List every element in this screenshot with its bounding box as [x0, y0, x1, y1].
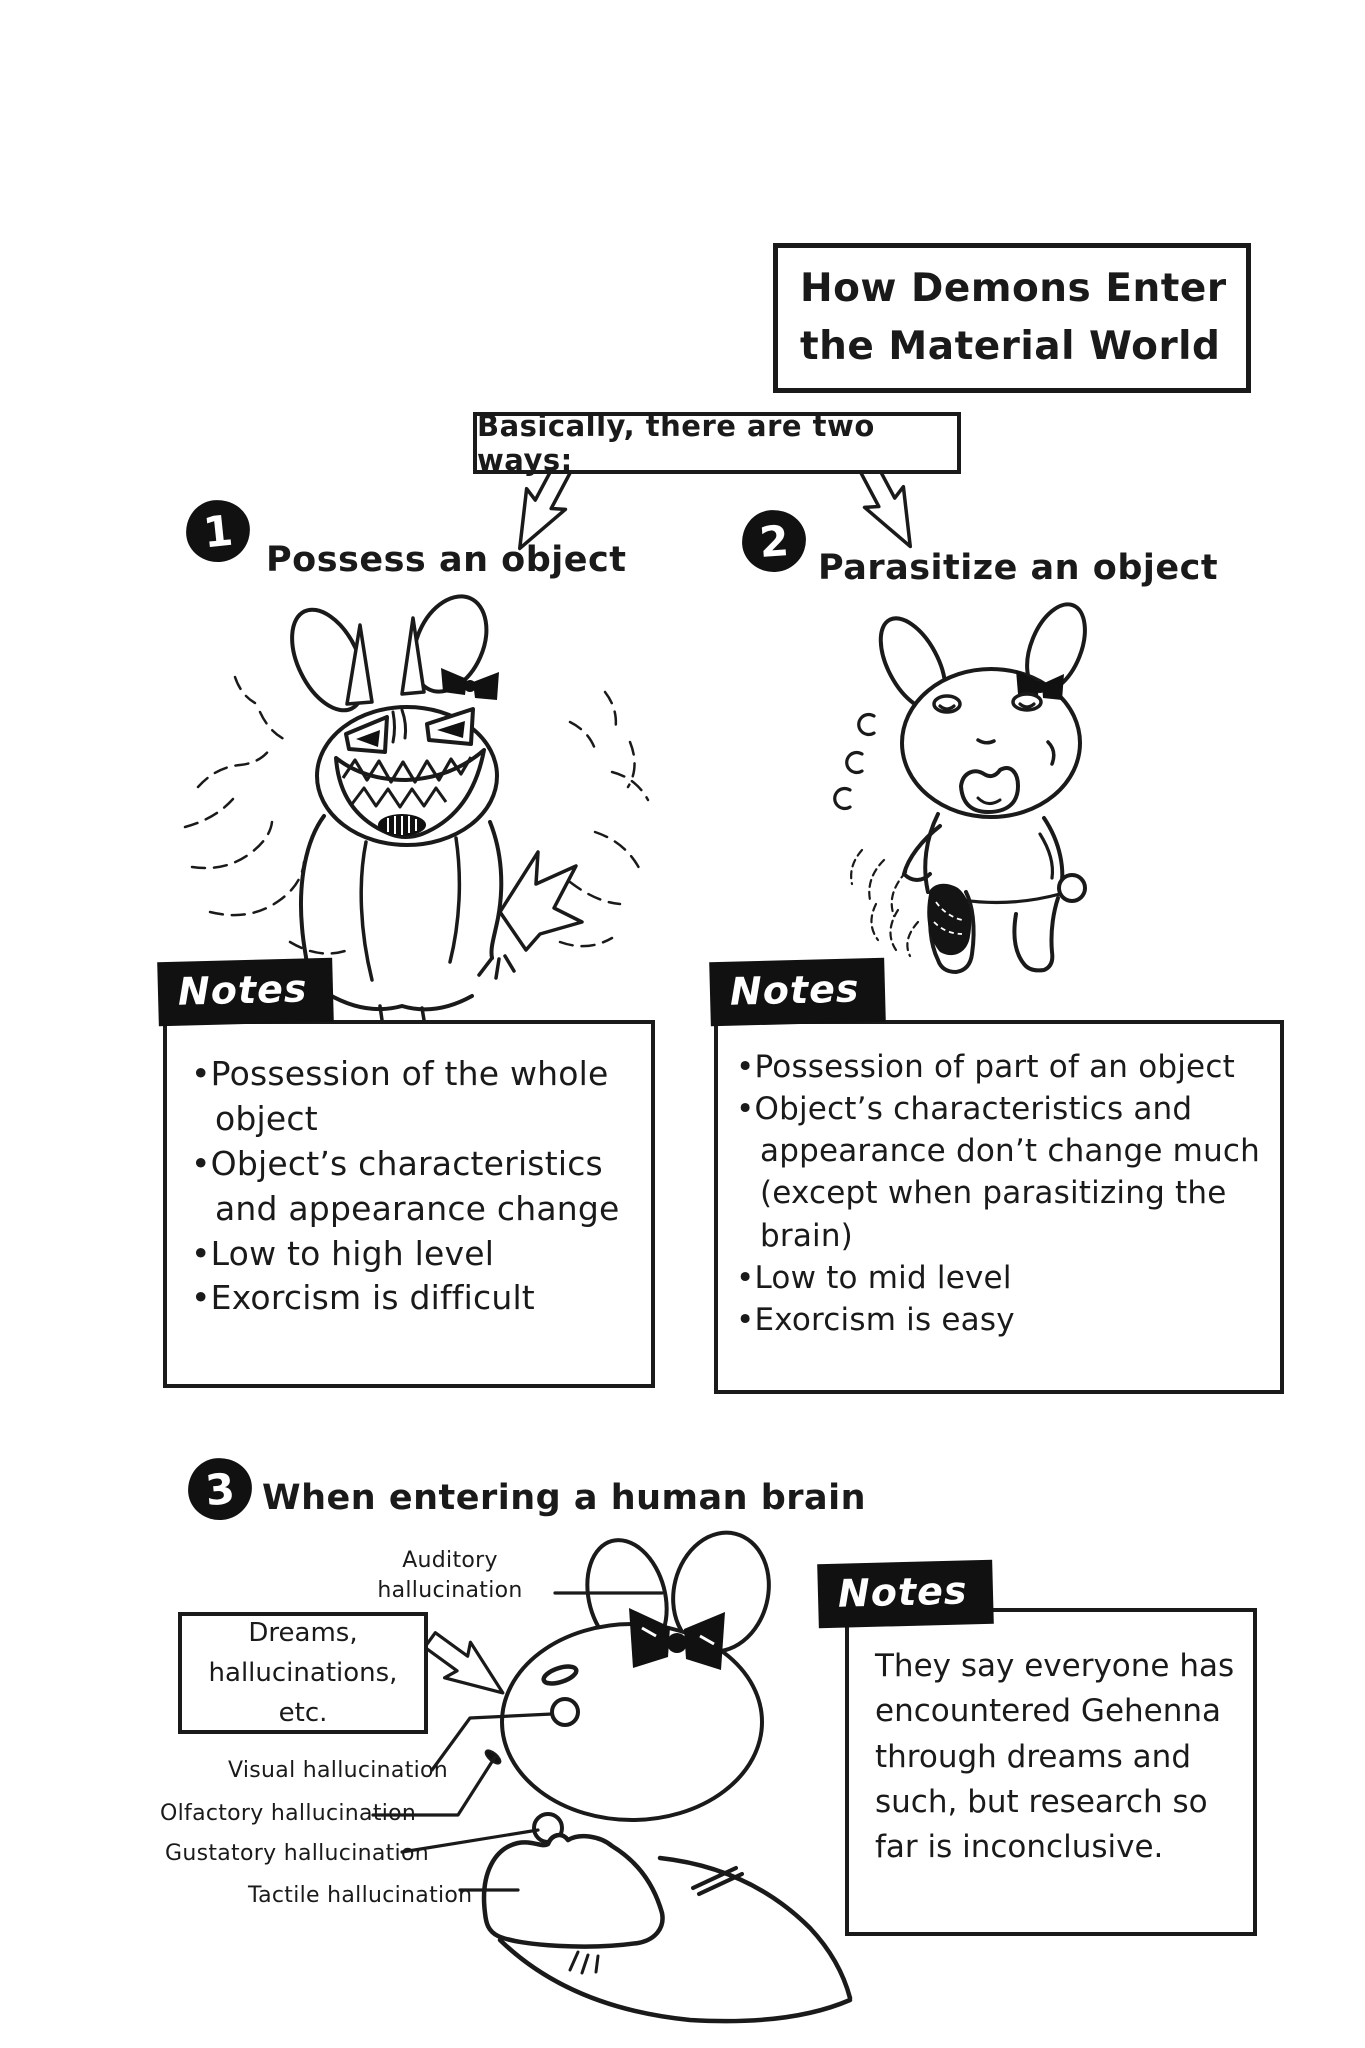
- section3-notes-box: [845, 1608, 1257, 1936]
- callout-gustatory: Gustatory hallucination: [165, 1841, 429, 1866]
- note-item: • Low to high level: [191, 1232, 637, 1277]
- profile-head: [502, 1624, 762, 1820]
- rabbit-tears: [835, 715, 874, 809]
- note-item: • Possession of part of an object: [736, 1046, 1272, 1088]
- dreams-arrow-icon: [417, 1622, 516, 1710]
- section1-heading: Possess an object: [266, 540, 627, 580]
- section1-number-badge: 1: [183, 497, 253, 565]
- profile-eye: [552, 1699, 578, 1725]
- section1-notes-list: [191, 1052, 637, 1321]
- section3-notes-tab: Notes: [817, 1560, 994, 1629]
- section1-notes-box: [163, 1020, 655, 1388]
- section2-notes-tab: Notes: [709, 958, 886, 1027]
- page-title: [773, 243, 1251, 393]
- section2-notes-list: [736, 1046, 1272, 1341]
- section2-heading: Parasitize an object: [818, 548, 1219, 588]
- callout-visual: Visual hallucination: [228, 1758, 449, 1783]
- possessed-demon-rabbit-illustration: [140, 582, 660, 1014]
- section1-notes-tab: Notes: [157, 958, 334, 1027]
- section3-notes-body: They say everyone has encountered Gehenna through dreams and such, but research so far is inconclusive.: [875, 1648, 1235, 1865]
- note-item: • Exorcism is easy: [736, 1299, 1272, 1341]
- callout-olfactory: Olfactory hallucination: [160, 1801, 417, 1826]
- note-item: • Low to mid level: [736, 1257, 1272, 1299]
- callout-dreams-box: Dreams, hallucinations, etc.: [178, 1612, 428, 1734]
- note-item: • Exorcism is difficult: [191, 1276, 637, 1321]
- section3-heading: When entering a human brain: [262, 1478, 867, 1518]
- note-item: • Object’s characteristics and appearance don’t change much (except when parasitizing the brain): [736, 1088, 1272, 1257]
- profile-paw-and-body: [484, 1835, 850, 2021]
- demon-tail-spikes: [500, 852, 582, 950]
- section3-number-badge: 3: [185, 1455, 254, 1522]
- section2-number-badge: 2: [740, 508, 808, 574]
- intro-banner: Basically, there are two ways:: [473, 412, 961, 474]
- demon-aura-right: [560, 692, 648, 946]
- note-item: • Possession of the whole object: [191, 1052, 637, 1142]
- page-title-line1: How Demons Enter: [800, 265, 1227, 311]
- crying-rabbit-illustration: [820, 592, 1140, 1000]
- section2-notes-box: [714, 1020, 1284, 1394]
- note-item: • Object’s characteristics and appearance change: [191, 1142, 637, 1232]
- profile-nose: [484, 1748, 503, 1766]
- page-title-line2: the Material World: [800, 324, 1221, 369]
- callout-tactile: Tactile hallucination: [248, 1883, 473, 1908]
- callout-auditory: Auditory hallucination: [377, 1548, 523, 1603]
